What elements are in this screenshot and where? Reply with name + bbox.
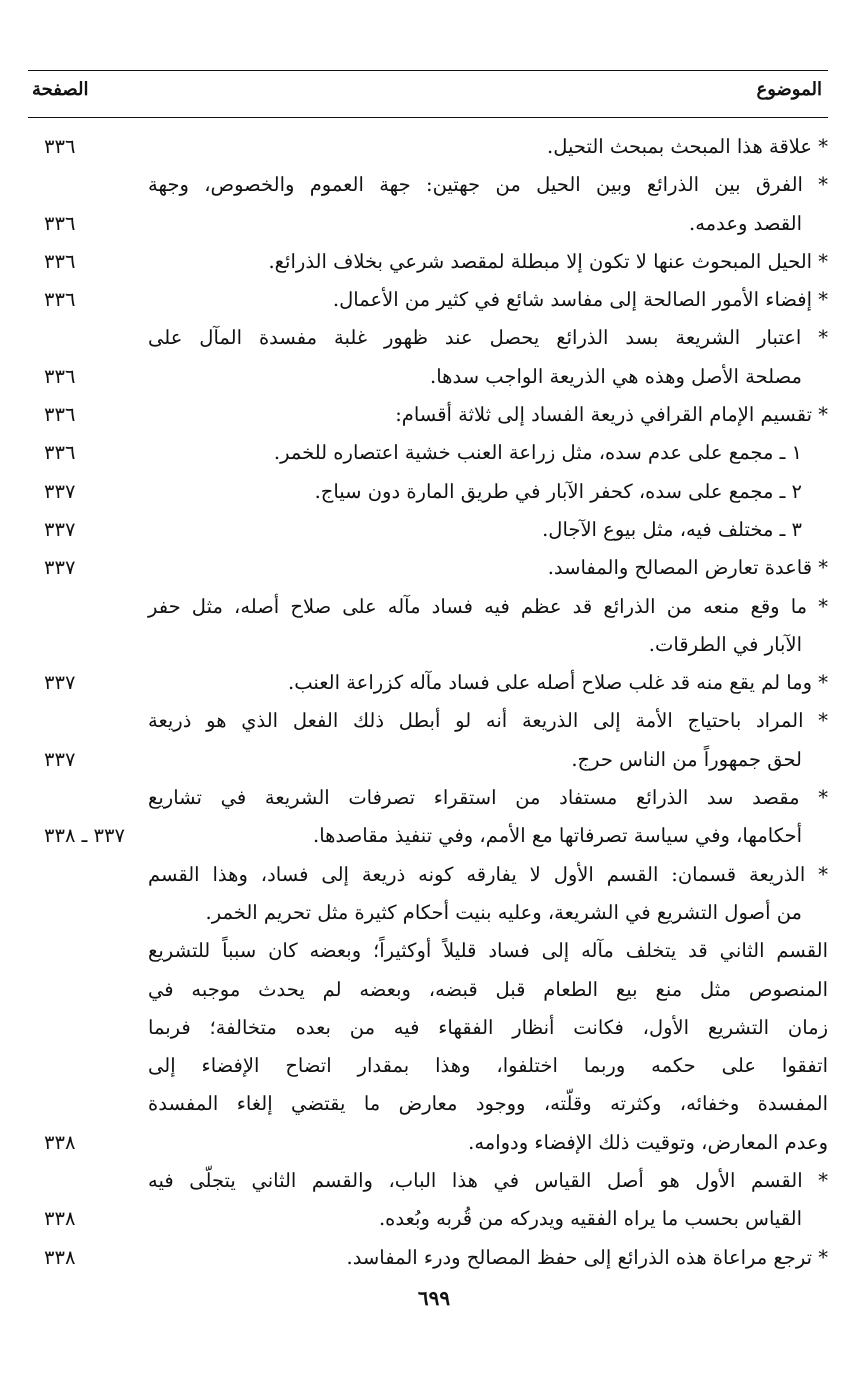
topic-column-label: الموضوع [756,79,822,100]
entry-page-ref: ٣٣٧ [44,517,76,541]
entry-line: * ترجع مراعاة هذه الذرائع إلى حفظ المصالح ودرء المفاسد. [346,1245,828,1269]
entry-line: * ما وقع منعه من الذرائع قد عظم فيه فساد مآله على صلاح أصله، مثل حفر [148,594,828,618]
index-entry [28,932,828,1162]
entry-line: * مقصد سد الذرائع مستفاد من استقراء تصرفات الشريعة في تشاريع [148,786,828,810]
entry-page-ref: ٣٣٦ [44,135,76,158]
index-entry [28,511,828,549]
entry-page-ref: ٣٣٧ [44,556,76,580]
index-entry [28,166,828,243]
entry-page-ref: ٣٣٦ [44,288,76,312]
entry-page-ref: ٣٣٧ [44,479,76,503]
entry-page-ref: ٣٣٧ [44,671,76,695]
entry-line: * المراد باحتياج الأمة إلى الذريعة أنه لو أبطل ذلك الفعل الذي هو ذريعة [148,709,828,733]
index-entry [28,549,828,587]
entry-line: * علاقة هذا المبحث بمبحث التحيل. [547,135,828,158]
index-entry [28,1239,828,1277]
index-entry [28,856,828,933]
index-entry [28,319,828,396]
entry-page-ref: ٣٣٦ [44,364,76,388]
index-entry [28,702,828,779]
entry-line: المنصوص مثل منع بيع الطعام قبل قبضه، وبعضه لم يحدث موجبه في [148,977,828,1001]
index-entry [28,128,828,166]
entry-line: * وما لم يقع منه قد غلب صلاح أصله على فساد مآله كزراعة العنب. [288,671,828,695]
entry-page-ref: ٣٣٦ [44,211,76,235]
entry-page-ref: ٣٣٧ ـ ٣٣٨ [44,824,125,848]
table-header [28,70,828,118]
page-column-label: الصفحة [32,79,89,100]
entry-page-ref: ٣٣٨ [44,1245,76,1269]
entry-line: اتفقوا على حكمه وربما اختلفوا، وهذا بمقدار اتضاح الإفضاء إلى [148,1054,828,1078]
entry-line: لحق جمهوراً من الناس حرج. [571,747,802,771]
entry-line: القصد وعدمه. [689,211,802,235]
index-entry [28,1162,828,1239]
entry-line: ١ ـ مجمع على عدم سده، مثل زراعة العنب خشية اعتصاره للخمر. [273,441,802,465]
entry-line: * القسم الأول هو أصل القياس في هذا الباب، والقسم الثاني يتجلّى فيه [148,1169,828,1193]
entry-line: * تقسيم الإمام القرافي ذريعة الفساد إلى ثلاثة أقسام: [395,403,828,427]
entry-line: أحكامها، وفي سياسة تصرفاتها مع الأمم، وفي تنفيذ مقاصدها. [313,824,802,848]
index-entry [28,779,828,856]
index-entry [28,588,828,665]
entry-line: الآبار في الطرقات. [648,632,802,656]
entry-page-ref: ٣٣٨ [44,1207,76,1231]
entry-line: زمان التشريع الأول، فكانت أنظار الفقهاء فيه من بعده متخالفة؛ فربما [148,1015,828,1039]
index-entry [28,434,828,472]
entry-line: القياس بحسب ما يراه الفقيه ويدركه من قُربه وبُعده. [378,1207,802,1231]
entry-line: ٣ ـ مختلف فيه، مثل بيوع الآجال. [542,517,802,541]
entry-line: من أصول التشريع في الشريعة، وعليه بنيت أحكام كثيرة مثل تحريم الخمر. [205,900,802,924]
entry-line: المفسدة وخفائه، وكثرته وقلّته، ووجود معارض ما يقتضي إلغاء المفسدة [148,1092,828,1116]
entry-page-ref: ٣٣٨ [44,1130,76,1154]
entry-page-ref: ٣٣٦ [44,441,76,465]
entry-line: * الحيل المبحوث عنها لا تكون إلا مبطلة لمقصد شرعي بخلاف الذرائع. [268,249,828,273]
index-entry [28,243,828,281]
entry-line: * إفضاء الأمور الصالحة إلى مفاسد شائع في كثير من الأعمال. [332,288,828,312]
index-entry [28,473,828,511]
index-entry [28,281,828,319]
entry-line: مصلحة الأصل وهذه هي الذريعة الواجب سدها. [430,364,802,388]
entry-page-ref: ٣٣٦ [44,249,76,273]
index-entries [28,128,828,1277]
index-entry [28,664,828,702]
entry-line: * اعتبار الشريعة بسد الذرائع يحصل عند ظهور غلبة مفسدة المآل على [148,326,828,350]
entry-line: * الفرق بين الذرائع وبين الحيل من جهتين: جهة العموم والخصوص، وجهة [148,173,828,197]
page-number: ٦٩٩ [417,1286,451,1310]
entry-line: وعدم المعارض، وتوقيت ذلك الإفضاء ودوامه. [468,1130,828,1154]
entry-line: ٢ ـ مجمع على سده، كحفر الآبار في طريق المارة دون سياج. [314,479,802,503]
entry-page-ref: ٣٣٦ [44,403,76,427]
entry-line: * الذريعة قسمان: القسم الأول لا يفارقه كونه ذريعة إلى فساد، وهذا القسم [148,862,828,886]
index-entry [28,396,828,434]
entry-line: * قاعدة تعارض المصالح والمفاسد. [547,556,828,580]
entry-page-ref: ٣٣٧ [44,747,76,771]
entry-line: القسم الثاني قد يتخلف مآله إلى فساد قليلاً أوكثيراً؛ وبعضه كان سبباً للتشريع [148,939,828,963]
